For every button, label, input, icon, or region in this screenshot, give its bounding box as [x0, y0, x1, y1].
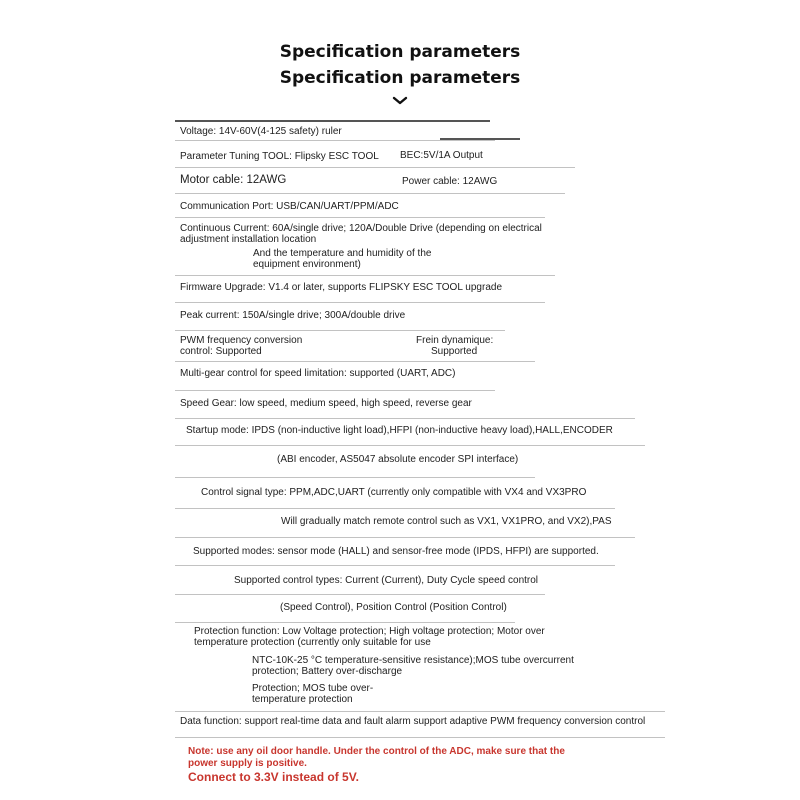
row-divider: [175, 330, 505, 331]
frein-value: Supported: [431, 346, 478, 357]
row-divider: [175, 508, 615, 509]
power-cable-spec: Power cable: 12AWG: [402, 176, 498, 187]
peak-current-spec: Peak current: 150A/single drive; 300A/double drive: [180, 310, 406, 321]
remote-match-spec: Will gradually match remote control such as VX1, VX1PRO, and VX2),PAS: [281, 516, 612, 527]
row-divider: [175, 565, 615, 566]
row-divider: [175, 275, 555, 276]
tuning-tool-spec: Parameter Tuning TOOL: Flipsky ESC TOOL: [180, 151, 379, 162]
control-types-note: (Speed Control), Position Control (Position Control): [280, 602, 507, 613]
data-function-spec: Data function: support real-time data and fault alarm support adaptive PWM frequency conversion control: [180, 716, 646, 727]
voltage-note: Connect to 3.3V instead of 5V.: [188, 770, 359, 784]
motor-cable-spec: Motor cable: 12AWG: [180, 174, 287, 186]
control-signal-spec: Control signal type: PPM,ADC,UART (currently only compatible with VX4 and VX3PRO: [201, 487, 587, 498]
supported-modes-spec: Supported modes: sensor mode (HALL) and sensor-free mode (IPDS, HFPI) are supported.: [193, 546, 599, 557]
encoder-spec: (ABI encoder, AS5047 absolute encoder SPI interface): [277, 454, 519, 465]
table-top-rule: [175, 120, 490, 122]
row-divider: [175, 737, 665, 738]
row-divider: [175, 445, 645, 446]
row-divider: [175, 477, 535, 478]
frein-label: Frein dynamique:: [416, 335, 494, 346]
page-subtitle: Specification parameters: [279, 68, 521, 88]
protection-spec: Protection function: Low Voltage protection; High voltage protection; Motor over temperature protection (currently only suitable for use: [194, 626, 545, 648]
row-divider: [175, 390, 495, 391]
row-divider: [175, 594, 545, 595]
voltage-spec: Voltage: 14V-60V(4-125 safety) ruler: [180, 126, 342, 137]
row-divider: [175, 217, 545, 218]
chevron-down-icon: [391, 96, 409, 106]
row-divider: [175, 140, 495, 141]
continuous-current-note: And the temperature and humidity of the equipment environment): [253, 248, 432, 270]
firmware-upgrade-spec: Firmware Upgrade: V1.4 or later, supports FLIPSKY ESC TOOL upgrade: [180, 282, 503, 293]
row-divider: [175, 622, 515, 623]
continuous-current-spec: Continuous Current: 60A/single drive; 120A/Double Drive (depending on electrical adjustment installation location: [180, 223, 542, 245]
row-divider: [175, 537, 635, 538]
row-divider: [175, 193, 565, 194]
row-divider: [175, 361, 535, 362]
control-types-spec: Supported control types: Current (Current), Duty Cycle speed control: [234, 575, 539, 586]
row-divider: [175, 167, 575, 168]
multi-gear-spec: Multi-gear control for speed limitation: supported (UART, ADC): [180, 368, 456, 379]
bec-spec: BEC:5V/1A Output: [400, 150, 483, 161]
pwm-spec: PWM frequency conversion control: Supported: [180, 335, 303, 357]
adc-note: Note: use any oil door handle. Under the control of the ADC, make sure that the power supply is positive.: [188, 746, 565, 769]
row-divider: [175, 711, 665, 712]
page-title: Specification parameters: [279, 42, 521, 62]
speed-gear-spec: Speed Gear: low speed, medium speed, high speed, reverse gear: [180, 398, 472, 409]
row-divider: [175, 302, 545, 303]
protection-mos-spec: Protection; MOS tube over-temperature protection: [252, 683, 374, 705]
startup-mode-spec: Startup mode: IPDS (non-inductive light load),HFPI (non-inductive heavy load),HALL,ENCODER: [186, 425, 613, 436]
row-divider: [175, 418, 635, 419]
protection-ntc-spec: NTC-10K-25 °C temperature-sensitive resistance);MOS tube overcurrent protection; Battery over-discharge: [252, 655, 574, 677]
communication-port-spec: Communication Port: USB/CAN/UART/PPM/ADC: [180, 201, 399, 212]
